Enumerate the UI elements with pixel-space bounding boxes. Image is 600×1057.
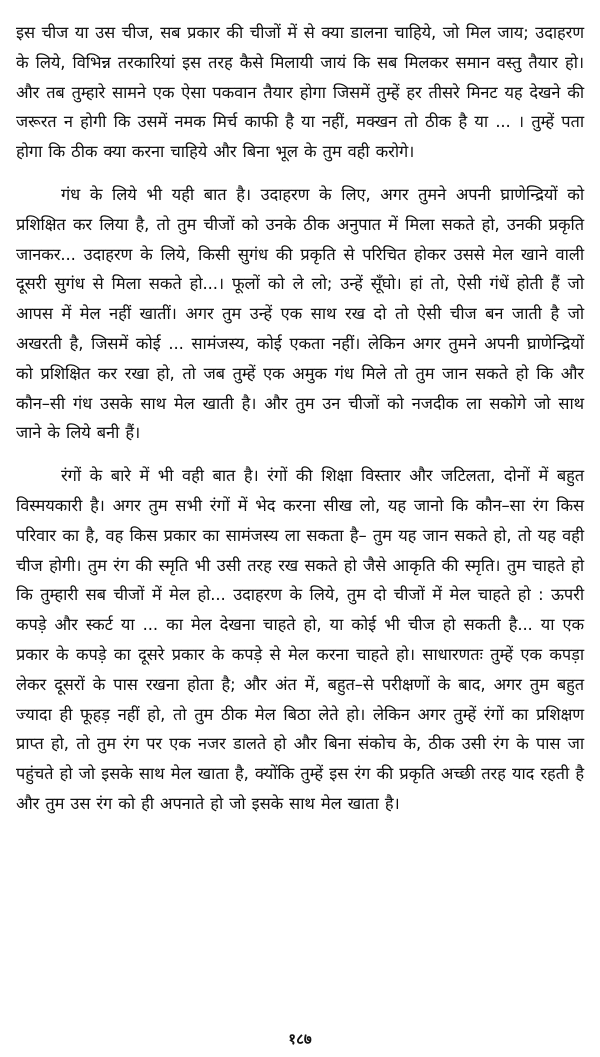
paragraph-continuation: इस चीज या उस चीज, सब प्रकार की चीजों में से क्या डालना चाहिये, जो मिल जाय; उदाहरण के लिये, विभिन्न तरकारियां इस तरह कैसे मिलायी जायं कि सब मिलकर समान वस्तु तैयार हो। और तब तुम्हारे सामने एक ऐसा पकवान तैयार होगा जिसमें तुम्हें हर तीसरे मिनट यह देखने की जरूरत न होगी कि उसमें नमक मिर्च काफी है या नहीं, मक्खन तो ठीक है या ... । तुम्हें पता होगा कि ठीक क्या करना चाहिये और बिना भूल के तुम वही करोगे। [16,23,584,162]
page-number: १८७ [288,1030,312,1048]
paragraph-smell: गंध के लिये भी यही बात है। उदाहरण के लिए, अगर तुमने अपनी घ्राणेन्द्रियों को प्रशिक्षित कर लिया है, तो तुम चीजों को उनके ठीक अनुपात में मिला सकते हो, उनकी प्रकृति जानकर... उदाहरण के लिये, किसी सुगंध की प्रकृति से परिचित होकर उससे मेल खाने वाली दूसरी सुगंध से मिला सकते हो...। फूलों को ले लो; उन्हें सूँघो। हां तो, ऐसी गंधें होती हैं जो आपस में मेल नहीं खातीं। अगर तुम उन्हें एक साथ रख दो तो ऐसी चीज बन जाती है जो अखरती है, जिसमें कोई ... सामंजस्य, कोई एकता नहीं। लेकिन अगर तुमने अपनी घ्राणेन्द्रियों को प्रशिक्षित कर रखा हो, तो जब तुम्हें एक अमुक गंध मिले तो तुम जान सकते हो कि और कौन–सी गंध उसके साथ मेल खाती है। और तुम उन चीजों को नजदीक ला सकोगे जो साथ जाने के लिये बनी हैं। [16,184,584,443]
paragraph-colors: रंगों के बारे में भी वही बात है। रंगों की शिक्षा विस्तार और जटिलता, दोनों में बहुत विस्मयकारी है। अगर तुम सभी रंगों में भेद करना सीख लो, यह जानो कि कौन–सा रंग किस परिवार का है, वह किस प्रकार का सामंजस्य ला सकता है– तुम यह जान सकते हो, तो यह वही चीज होगी। तुम रंग की स्मृति भी उसी तरह रख सकते हो जैसे आकृति की स्मृति। तुम चाहते हो कि तुम्हारी सब चीजों में मेल हो... उदाहरण के लिये, तुम दो चीजों में मेल चाहते हो : ऊपरी कपड़े और स्कर्ट या ... का मेल देखना चाहते हो, या कोई भी चीज हो सकती है... या एक प्रकार के कपड़े का दूसरे प्रकार के कपड़े से मेल करना चाहते हो। साधारणतः तुम्हें एक कपड़ा लेकर दूसरों के पास रखना होता है; और अंत में, बहुत–से परीक्षणों के बाद, अगर तुम बहुत ज्यादा ही फूहड़ नहीं हो, तो तुम ठीक मेल बिठा लेते हो। लेकिन अगर तुम्हें रंगों का प्रशिक्षण प्राप्त हो, तो तुम रंग पर एक नजर डालते हो और बिना संकोच के, ठीक उसी रंग के पास जा पहुंचते हो जो इसके साथ मेल खाता है, क्योंकि तुम्हें इस रंग की प्रकृति अच्छी तरह याद रहती है और तुम उस रंग को ही अपनाते हो जो इसके साथ मेल खाता है। [16,466,584,813]
